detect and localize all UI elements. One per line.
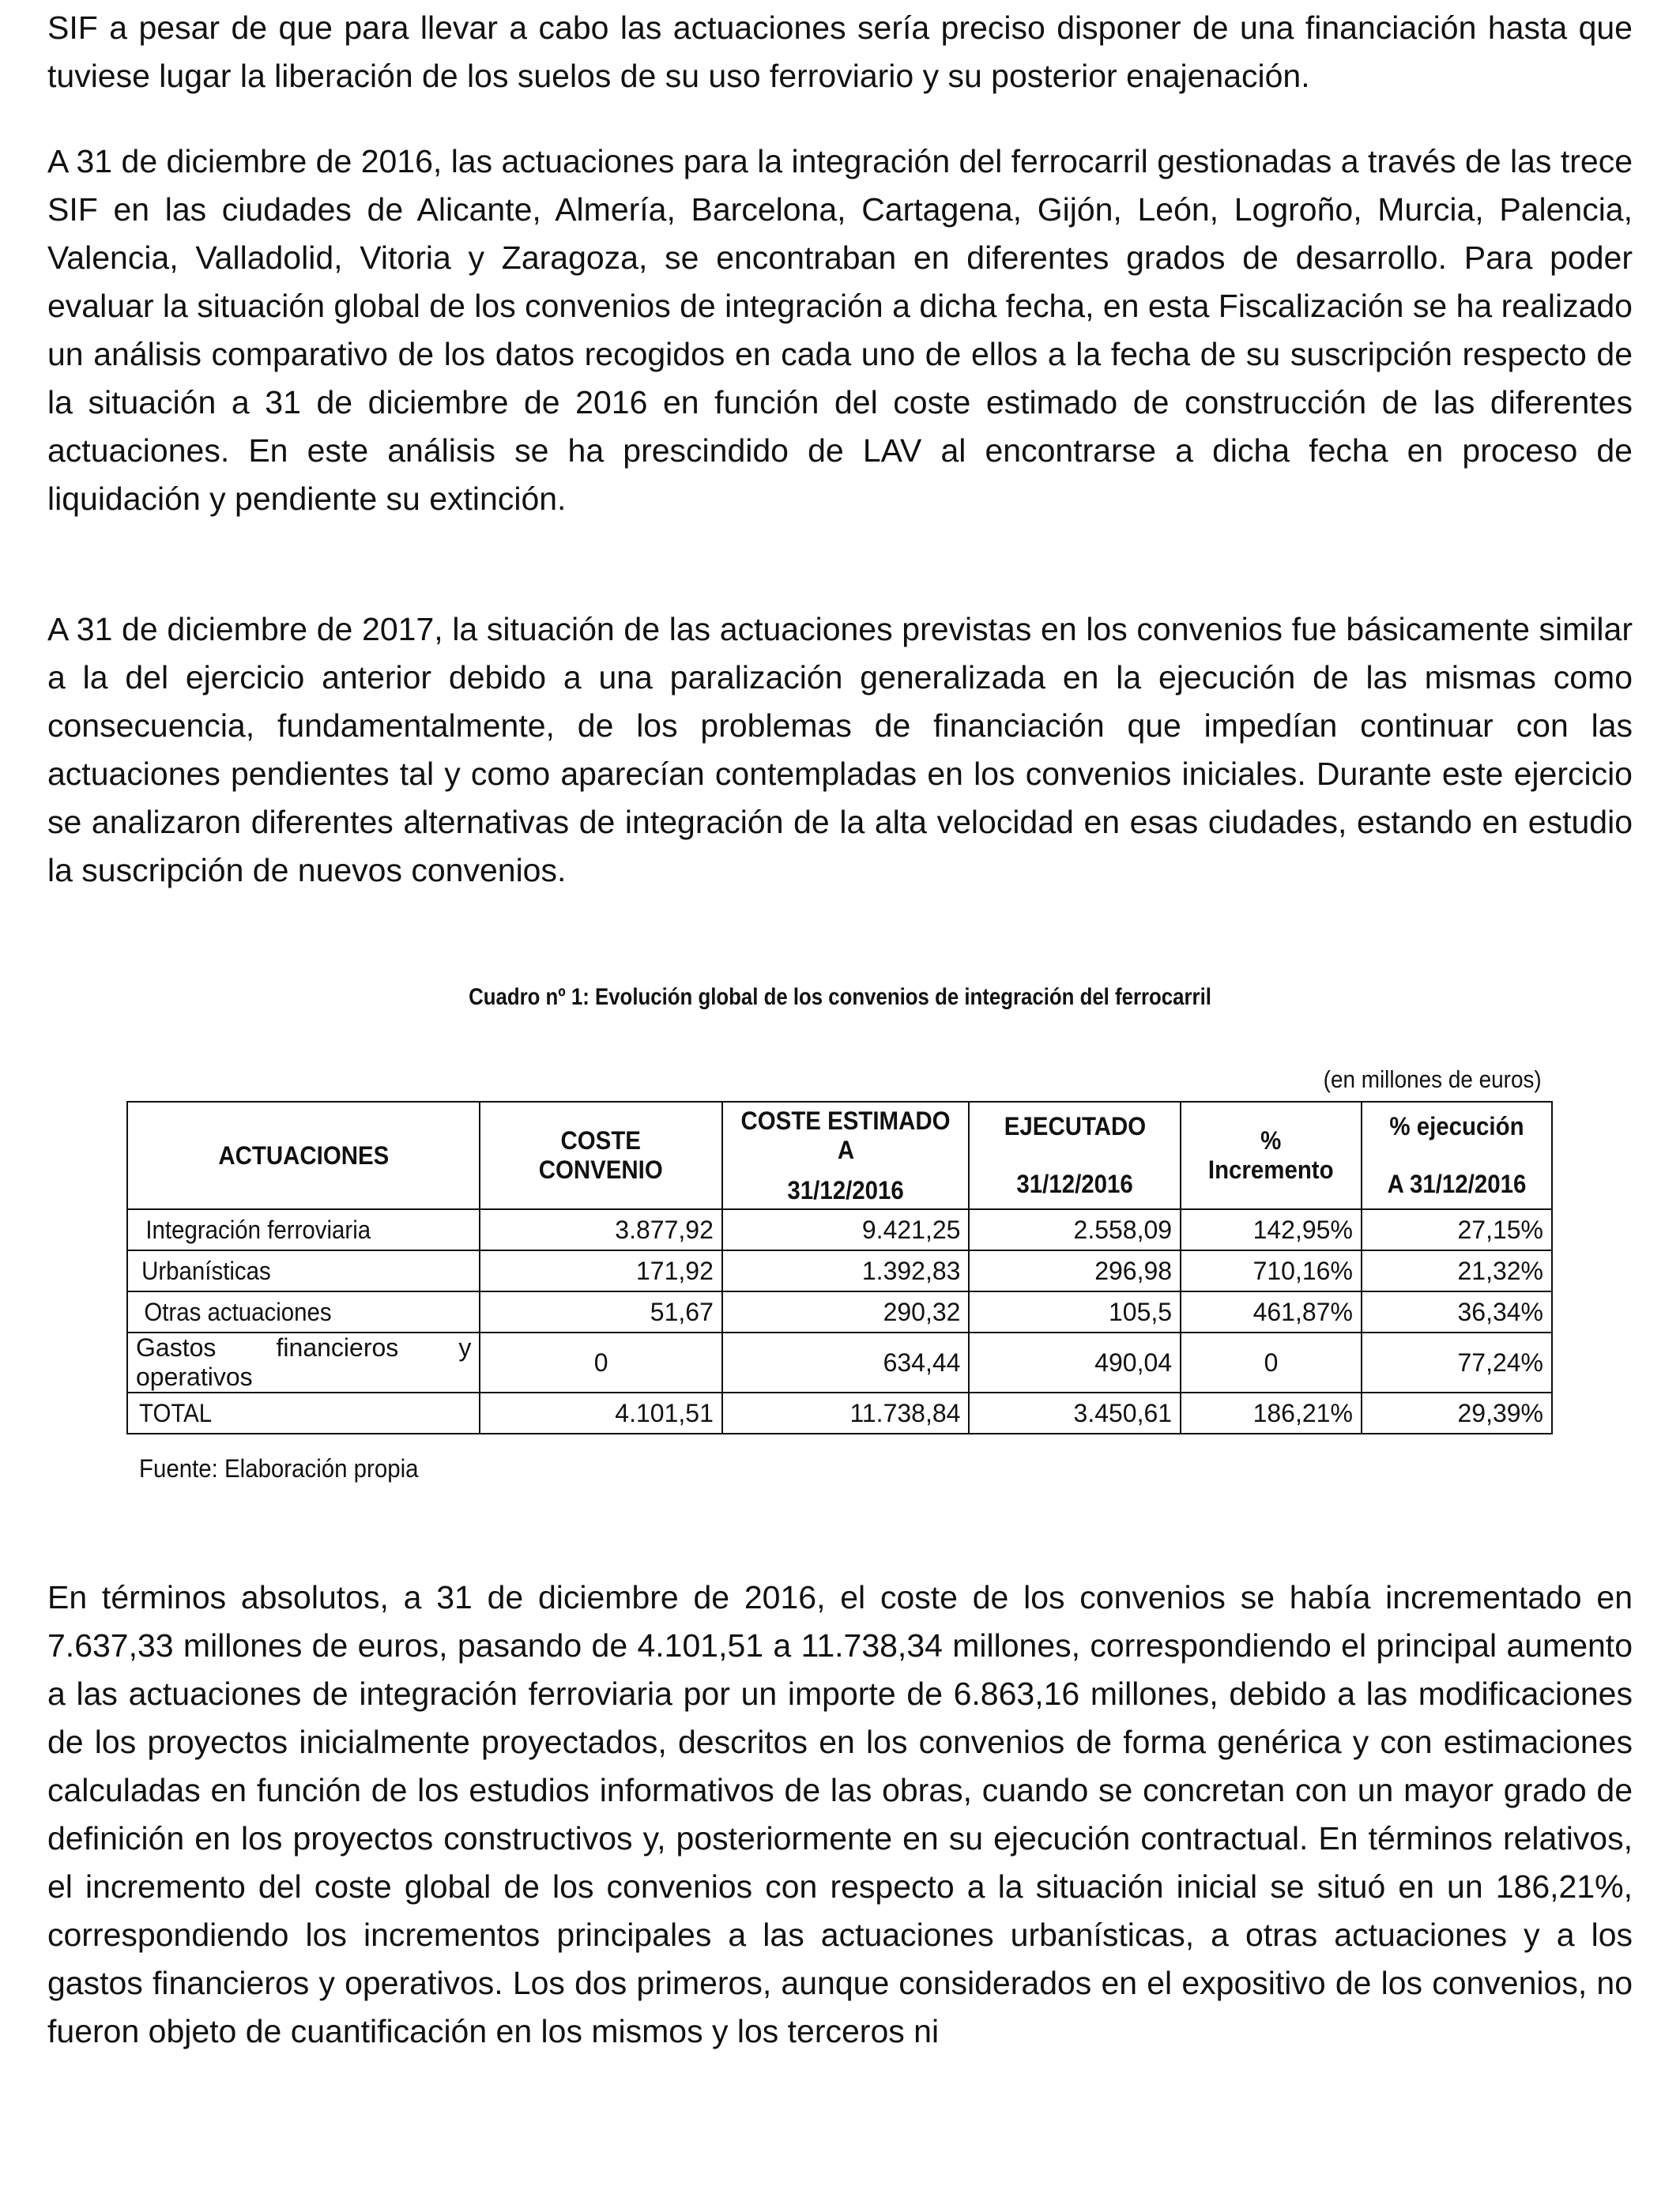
- cell-ejecutado: 490,04: [969, 1333, 1181, 1393]
- cell-ejecucion: 77,24%: [1362, 1333, 1552, 1393]
- cell-coste-convenio: 171,92: [480, 1250, 721, 1291]
- cell-incremento: 461,87%: [1181, 1291, 1362, 1333]
- table-row: [127, 1291, 1552, 1333]
- cell-coste-convenio: 0: [480, 1333, 721, 1393]
- cell-coste-convenio: 3.877,92: [480, 1209, 721, 1250]
- cell-ejecucion: 29,39%: [1362, 1393, 1552, 1434]
- header-ejecutado: EJECUTADO 31/12/2016: [969, 1102, 1181, 1209]
- cell-incremento: 186,21%: [1181, 1393, 1362, 1434]
- table-source: Fuente: Elaboración propia: [139, 1454, 419, 1483]
- cuadro-table: [126, 1101, 1553, 1434]
- row-label: Urbanísticas: [127, 1250, 480, 1291]
- cell-ejecutado: 3.450,61: [969, 1393, 1181, 1434]
- row-label: Otras actuaciones: [127, 1291, 480, 1333]
- table-unit-note: (en millones de euros): [1323, 1065, 1542, 1093]
- table-row-total: [127, 1393, 1552, 1434]
- cell-ejecutado: 296,98: [969, 1250, 1181, 1291]
- cell-coste-convenio: 51,67: [480, 1291, 721, 1333]
- cell-ejecucion: 21,32%: [1362, 1250, 1552, 1291]
- cell-coste-estimado: 9.421,25: [722, 1209, 970, 1250]
- header-coste-estimado: COSTE ESTIMADO A 31/12/2016: [722, 1102, 970, 1209]
- row-label-line-1: Gastos financieros y: [136, 1333, 472, 1362]
- row-label: Integración ferroviaria: [127, 1209, 480, 1250]
- cell-coste-estimado: 1.392,83: [722, 1250, 970, 1291]
- row-label-line-2: operativos: [136, 1363, 253, 1391]
- row-label: [127, 1333, 480, 1393]
- table-header-row: [127, 1102, 1552, 1209]
- cell-ejecutado: 2.558,09: [969, 1209, 1181, 1250]
- paragraph-2: A 31 de diciembre de 2016, las actuaciones para la integración del ferrocarril gestionadas a través de las trece SIF en las ciudades de Alicante, Almería, Barcelona, Cartagena, Gijón, León, Logroño, Murcia, Palencia, Valencia, Valladolid, Vitoria y Zaragoza, se encontraban en diferentes grados de desarrollo. Para poder evaluar la situación global de los convenios de integración a dicha fecha, en esta Fiscalización se ha realizado un análisis comparativo de los datos recogidos en cada uno de ellos a la fecha de su suscripción respecto de la situación a 31 de diciembre de 2016 en función del coste estimado de construcción de las diferentes actuaciones. En este análisis se ha prescindido de LAV al encontrarse a dicha fecha en proceso de liquidación y pendiente su extinción.: [47, 143, 1633, 517]
- cell-coste-estimado: 634,44: [722, 1333, 970, 1393]
- cell-incremento: 142,95%: [1181, 1209, 1362, 1250]
- table-row: [127, 1209, 1552, 1250]
- cell-incremento: 0: [1181, 1333, 1362, 1393]
- header-incremento: % Incremento: [1181, 1102, 1362, 1209]
- cell-coste-estimado: 290,32: [722, 1291, 970, 1333]
- paragraph-3: A 31 de diciembre de 2017, la situación de las actuaciones previstas en los convenios fue básicamente similar a la del ejercicio anterior debido a una paralización generalizada en la ejecución de las mismas como consecuencia, fundamentalmente, de los problemas de financiación que impedían continuar con las actuaciones pendientes tal y como aparecían contempladas en los convenios iniciales. Durante este ejercicio se analizaron diferentes alternativas de integración de la alta velocidad en esas ciudades, estando en estudio la suscripción de nuevos convenios.: [47, 611, 1633, 888]
- paragraph-1: SIF a pesar de que para llevar a cabo las actuaciones sería preciso disponer de una financiación hasta que tuviese lugar la liberación de los suelos de su uso ferroviario y su posterior enajenación.: [47, 9, 1633, 94]
- cell-coste-estimado: 11.738,84: [722, 1393, 970, 1434]
- cell-incremento: 710,16%: [1181, 1250, 1362, 1291]
- header-coste-convenio: COSTE CONVENIO: [480, 1102, 721, 1209]
- table-row: [127, 1333, 1552, 1393]
- cell-ejecucion: 36,34%: [1362, 1291, 1552, 1333]
- header-ejecucion: % ejecución A 31/12/2016: [1362, 1102, 1552, 1209]
- cell-coste-convenio: 4.101,51: [480, 1393, 721, 1434]
- header-actuaciones: ACTUACIONES: [127, 1102, 480, 1209]
- paragraph-4: En términos absolutos, a 31 de diciembre de 2016, el coste de los convenios se había incrementado en 7.637,33 millones de euros, pasando de 4.101,51 a 11.738,34 millones, correspondiendo el principal aumento a las actuaciones de integración ferroviaria por un importe de 6.863,16 millones, debido a las modificaciones de los proyectos inicialmente proyectados, descritos en los convenios de forma genérica y con estimaciones calculadas en función de los estudios informativos de las obras, cuando se concretan con un mayor grado de definición en los proyectos constructivos y, posteriormente en su ejecución contractual. En términos relativos, el incremento del coste global de los convenios con respecto a la situación inicial se situó en un 186,21%, correspondiendo los incrementos principales a las actuaciones urbanísticas, a otras actuaciones y a los gastos financieros y operativos. Los dos primeros, aunque considerados en el expositivo de los convenios, no fueron objeto de cuantificación en los mismos y los terceros ni: [47, 1579, 1633, 2049]
- row-label: TOTAL: [127, 1393, 480, 1434]
- cell-ejecucion: 27,15%: [1362, 1209, 1552, 1250]
- table-row: [127, 1250, 1552, 1291]
- table-caption: Cuadro nº 1: Evolución global de los convenios de integración del ferrocarril: [469, 984, 1211, 1010]
- cell-ejecutado: 105,5: [969, 1291, 1181, 1333]
